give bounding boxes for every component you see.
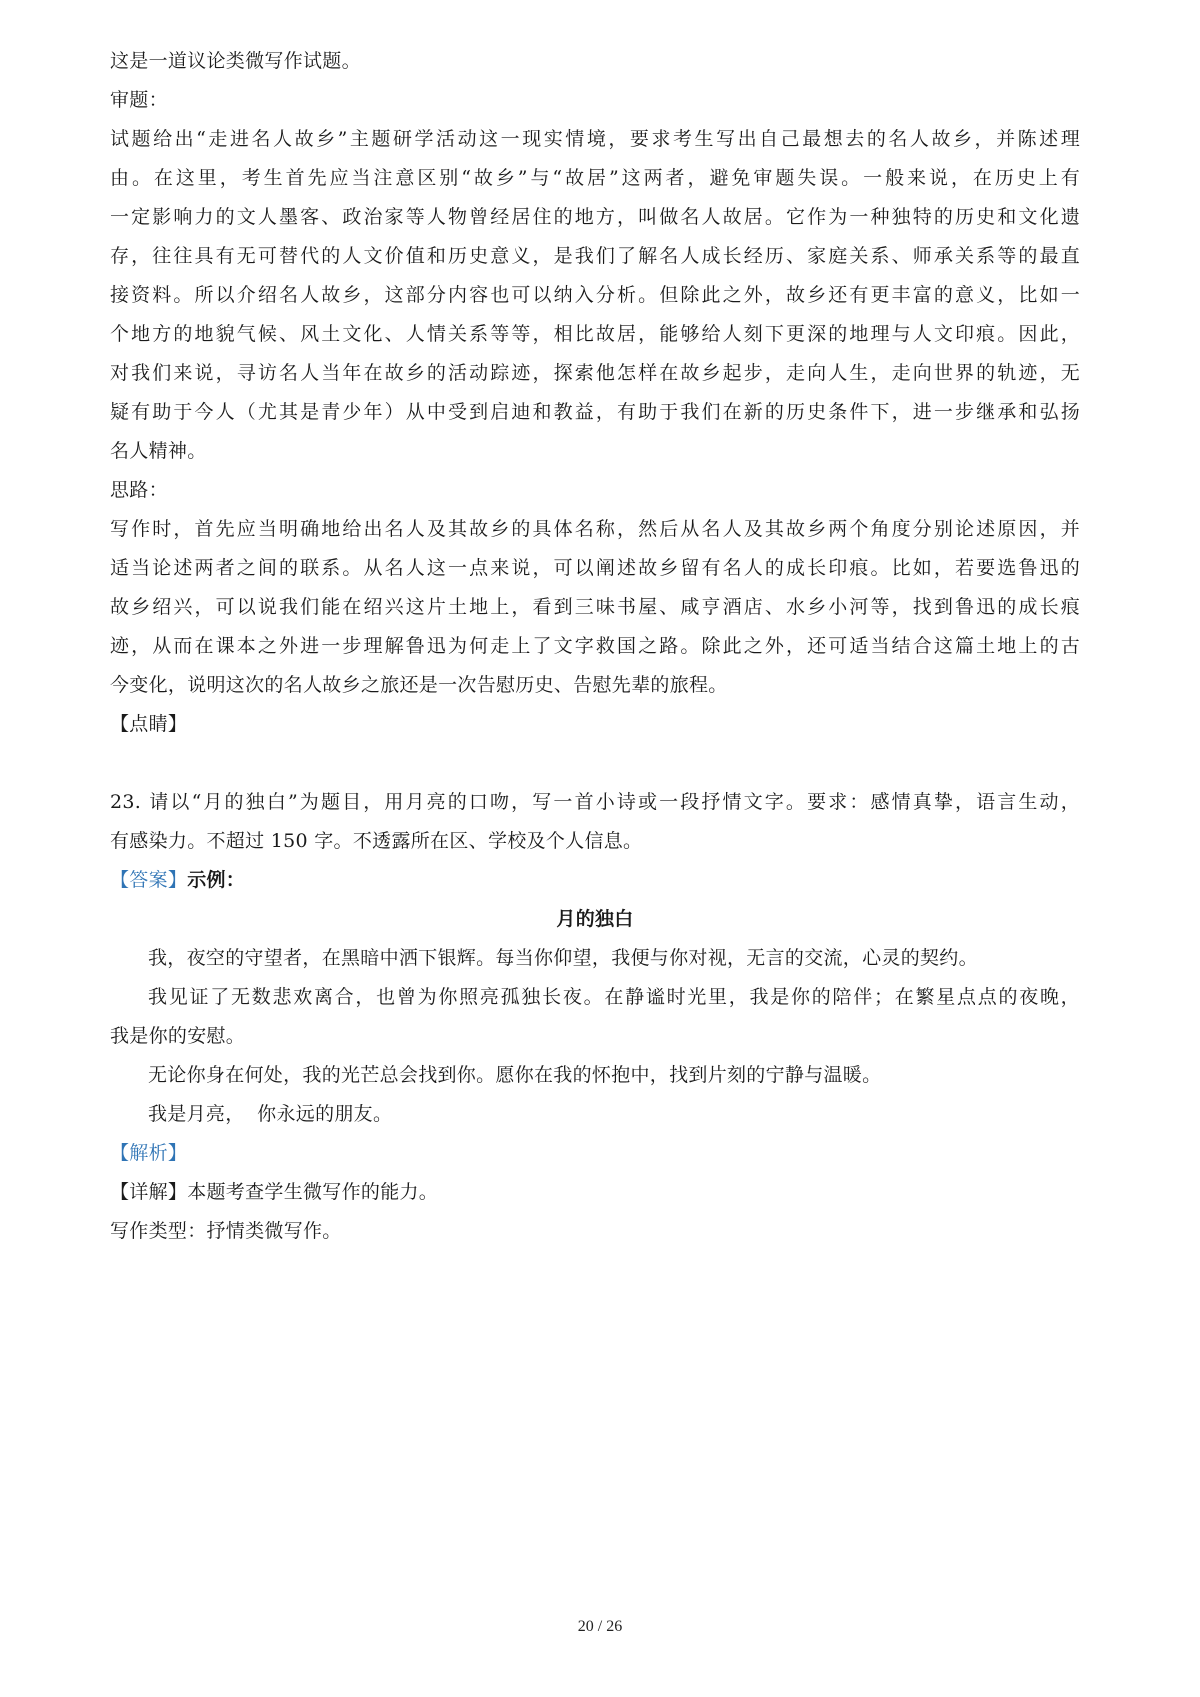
approach-paragraph (110, 510, 1080, 705)
essay-paragraph: 我是月亮， 你永远的朋友。 (148, 1103, 393, 1125)
analysis-line: 对我们来说，寻访名人当年在故乡的活动踪迹，探索他怎样在故乡起步，走向人生，走向世界的轨迹，无 (110, 362, 1080, 384)
analysis-paragraph (110, 120, 1080, 471)
essay-paragraph-cont: 我是你的安慰。 (110, 1025, 246, 1047)
analysis-heading: 审题： (110, 89, 168, 111)
essay-paragraph: 无论你身在何处，我的光芒总会找到你。愿你在我的怀抱中，找到片刻的宁静与温暖。 (148, 1064, 882, 1086)
analysis-line: 存，往往具有无可替代的人文价值和历史意义，是我们了解名人成长经历、家庭关系、师承关系等的最直 (110, 245, 1080, 267)
analysis-line: 名人精神。 (110, 440, 207, 462)
analysis-line: 疑有助于今人（尤其是青少年）从中受到启迪和教益，有助于我们在新的历史条件下，进一步继承和弘扬 (110, 401, 1080, 423)
approach-line: 今变化，说明这次的名人故乡之旅还是一次告慰历史、告慰先辈的旅程。 (110, 674, 728, 696)
analysis-line: 试题给出“走进名人故乡”主题研学活动这一现实情境，要求考生写出自己最想去的名人故乡，并陈述理 (110, 128, 1080, 150)
answer-intro: 示例： (187, 869, 246, 891)
approach-line: 写作时，首先应当明确地给出名人及其故乡的具体名称，然后从名人及其故乡两个角度分别论述原因，并 (110, 518, 1080, 540)
question-line: 23. 请以“月的独白”为题目，用月亮的口吻，写一首小诗或一段抒情文字。要求：感情真挚，语言生动， (110, 791, 1080, 813)
detail-label: 【详解】 (110, 1181, 188, 1203)
dianjing-label: 【点睛】 (110, 713, 188, 735)
approach-line: 迹，从而在课本之外进一步理解鲁迅为何走上了文字救国之路。除此之外，还可适当结合这篇土地上的古 (110, 635, 1080, 657)
analysis-line: 个地方的地貌气候、风土文化、人情关系等等，相比故居，能够给人刻下更深的地理与人文印痕。因此， (110, 323, 1080, 345)
approach-line: 适当论述两者之间的联系。从名人这一点来说，可以阐述故乡留有名人的成长印痕。比如，若要选鲁迅的 (110, 557, 1080, 579)
answer-row (110, 861, 1080, 900)
spacer (110, 744, 1080, 783)
analysis-label: 【解析】 (110, 1142, 188, 1164)
answer-label: 【答案】 (110, 869, 188, 891)
page-content (110, 42, 1080, 1251)
approach-heading: 思路： (110, 479, 168, 501)
analysis-line: 由。在这里，考生首先应当注意区别“故乡”与“故居”这两者，避免审题失误。一般来说，在历史上有 (110, 167, 1080, 189)
detail-row (110, 1173, 1080, 1212)
writing-type: 写作类型：抒情类微写作。 (110, 1220, 342, 1242)
detail-text: 本题考查学生微写作的能力。 (187, 1181, 439, 1203)
essay-paragraph: 我见证了无数悲欢离合，也曾为你照亮孤独长夜。在静谧时光里，我是你的陪伴；在繁星点点的夜晚， (148, 986, 1080, 1008)
analysis-line: 接资料。所以介绍名人故乡，这部分内容也可以纳入分析。但除此之外，故乡还有更丰富的意义，比如一 (110, 284, 1080, 306)
essay-title: 月的独白 (556, 908, 634, 930)
page-number: 20 / 26 (577, 1618, 623, 1635)
question-23 (110, 783, 1080, 861)
approach-line: 故乡绍兴，可以说我们能在绍兴这片土地上，看到三味书屋、咸亨酒店、水乡小河等，找到鲁迅的成长痕 (110, 596, 1080, 618)
essay-paragraph: 我，夜空的守望者，在黑暗中洒下银辉。每当你仰望，我便与你对视，无言的交流，心灵的契约。 (148, 947, 978, 969)
analysis-line: 一定影响力的文人墨客、政治家等人物曾经居住的地方，叫做名人故居。它作为一种独特的历史和文化遗 (110, 206, 1080, 228)
intro-text: 这是一道议论类微写作试题。 (110, 50, 361, 72)
question-line: 有感染力。不超过 150 字。不透露所在区、学校及个人信息。 (110, 830, 643, 852)
